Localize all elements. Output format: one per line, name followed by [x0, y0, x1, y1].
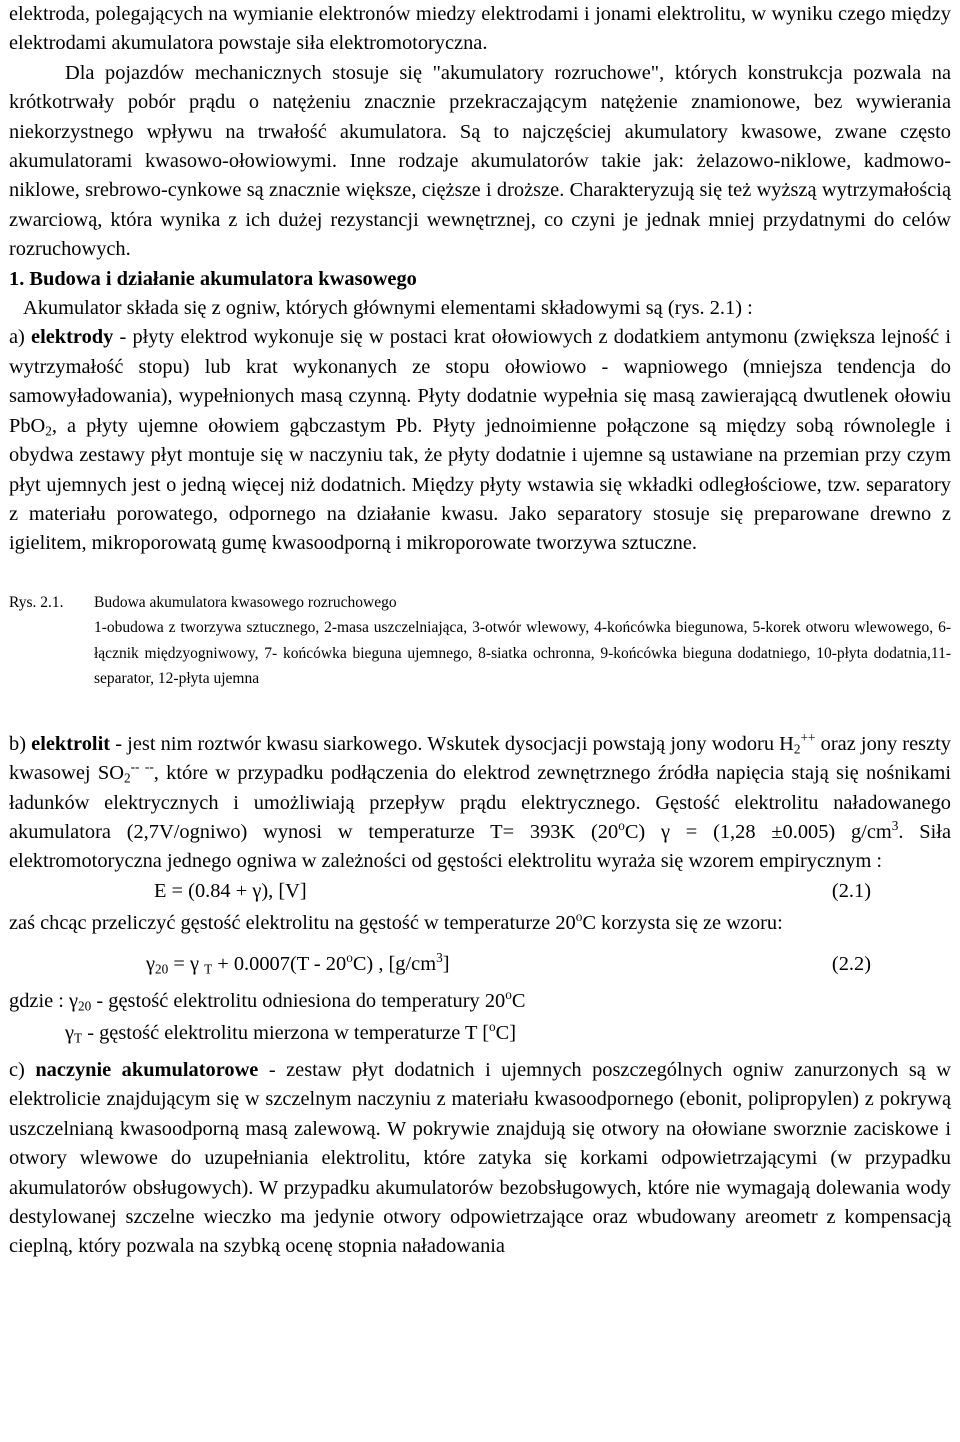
electrolyte-text-3: , które w przypadku podłączenia do elektrod zewnętrznego źródła napięcia stają się nośnikami ładunków elektrycznych i umożliwiają przepływ prądu elektrycznego. Gęstość elektrolitu naładowanego akumulatora (2,7V/ogniwo) wynosi w temperaturze T= 393K (20 — [9, 762, 951, 843]
figure-title: Budowa akumulatora kwasowego rozruchowego — [94, 593, 397, 611]
equation-2-2-number: (2.2) — [831, 952, 871, 975]
def1-part-a: gdzie : γ — [9, 989, 79, 1012]
container-text: - zestaw płyt dodatnich i ujemnych poszczególnych ogniw zanurzonych są w elektrolicie znajdującym się w szczelnym naczyniu z materiału kwasoodpornego (ebonit, polipropylen) z pokrywą uszczelnianą kwasoodporną masą zalewową. W pokrywie znajdują się otwory na ołowiane sworznie zaciskowe i otwory wlewowe do uzupełniania elektrolitu, które zatyka się korkami odpowietrzającymi (w przypadku akumulatorów obsługowych). W przypadku akumulatorów bezobsługowych, które nie wymagają dolewania wody destylowanej szczelne wieczko ma jedynie otwory odpowietrzające oraz wbudowany areometr z kompensacją cieplną, który pozwala na szybką ocenę stopnia naładowania — [9, 1058, 951, 1258]
section-heading: 1. Budowa i działanie akumulatora kwasowego — [9, 267, 417, 290]
degree-sign: o — [618, 817, 625, 833]
def2-part-a: γ — [65, 1021, 75, 1044]
cm3-superscript: 3 — [436, 949, 443, 965]
def1-subscript: 20 — [78, 997, 92, 1013]
pbo2-subscript: 2 — [45, 423, 52, 438]
electrolyte-text-5: . Siła elektromotoryczna jednego ogniwa w zależności od gęstości elektrolitu wyraża się wzorem empirycznym : — [9, 820, 951, 873]
so2-superscript: -- -- — [130, 759, 154, 775]
conversion-text-1: zaś chcąc przeliczyć gęstość elektrolitu na gęstość w temperaturze 20 — [9, 912, 576, 935]
paragraph-electrolyte — [9, 730, 951, 877]
item-label-a: a) — [9, 326, 32, 349]
item-label-b: b) — [9, 732, 32, 755]
paragraph-container — [9, 1056, 951, 1262]
electrolyte-text-4: C) γ = (1,28 ±0.005) g/cm — [624, 820, 892, 843]
electrolyte-text-1: - jest nim roztwór kwasu siarkowego. Wskutek dysocjacji powstają jony wodoru H — [110, 732, 794, 755]
degree-sign: o — [489, 1018, 496, 1034]
equation-2-1-formula: E = (0.84 + γ), [V] — [154, 879, 307, 902]
equation-2-2 — [9, 939, 951, 987]
equation-2-2-formula — [146, 949, 450, 976]
def1-part-c: C — [511, 989, 526, 1012]
definition-gamma-20 — [9, 987, 951, 1016]
equation-2-1-number: (2.1) — [831, 879, 871, 902]
def2-part-b: - gęstość elektrolitu mierzona w temperaturze T [ — [82, 1021, 490, 1044]
paragraph-electrodes — [9, 323, 951, 558]
gamma-t-subscript: T — [204, 960, 213, 976]
degree-sign: o — [505, 986, 512, 1002]
degree-sign: o — [346, 949, 353, 965]
eq2-part-d: C) , [g/cm — [352, 952, 437, 975]
electrodes-text-2: , a płyty ujemne ołowiem gąbczastym Pb. Płyty jednoimienne połączone są między sobą równolegle i obydwa zestawy płyt montuje się w naczyniu tak, że płyty dodatnie i ujemne są ustawiane na przemian przy czym płyt ujemnych jest o jedną więcej niż dodatnich. Między płyty wstawia się wkładki odległościowe, tzw. separatory z materiału porowatego, odpornego na działanie kwasu. Jako separatory stosuje się preparowane drewno z igielitem, mikroporowatą gumę kwasoodporną i mikroporowate tworzywa sztuczne. — [9, 414, 951, 555]
term-electrolyte: elektrolit — [31, 732, 111, 755]
eq2-part-b: = γ — [168, 952, 205, 975]
def2-subscript: T — [74, 1030, 83, 1046]
spacer — [9, 692, 951, 730]
so2-subscript: 2 — [123, 770, 131, 786]
figure-legend: 1-obudowa z tworzywa sztucznego, 2-masa uszczelniająca, 3-otwór wlewowy, 4-końcówka biegunowa, 5-korek otworu wlewowego, 6-łącznik międzyogniwowy, 7- końcówka bieguna ujemnego, 8-siatka ochronna, 9-końcówka bieguna dodatniego, 10-płyta dodatnia,11-separator, 12-płyta ujemna — [94, 619, 951, 688]
paragraph-starting-batteries: Dla pojazdów mechanicznych stosuje się "akumulatory rozruchowe", których konstrukcja pozwala na krótkotrwały pobór prądu o natężeniu znacznie przekraczającym natężenie znamionowe, bez wywierania niekorzystnego wpływu na trwałość akumulatora. Są to najczęściej akumulatory kwasowe, zwane często akumulatorami kwasowo-ołowiowymi. Inne rodzaje akumulatorów takie jak: żelazowo-niklowe, kadmowo-niklowe, srebrowo-cynkowe są znacznie większe, cięższe i droższe. Charakteryzują się też wyższą wytrzymałością zwarciową, która wynika z ich dużej rezystancji wewnętrznej, co czyni je jednak mniej przydatnymi do celów rozruchowych. — [9, 61, 951, 261]
definition-gamma-t — [9, 1016, 951, 1056]
eq2-part-e: ] — [442, 952, 450, 975]
paragraph-components-intro: Akumulator składa się z ogniw, których głównymi elementami składowymi są (rys. 2.1) : — [23, 297, 753, 320]
electrodes-text-1: - płyty elektrod wykonuje się w postaci krat ołowiowych z dodatkiem antymonu (zwiększa lejność i wytrzymałość stopu) lub krat wykonanych ze stopu ołowiowo - wapniowego (mniejsza tendencja do samowyładowania), wypełnionych masą czynną. Płyty dodatnie wypełnia się masą zawierającą dwutlenek ołowiu PbO — [9, 326, 951, 437]
cm3-superscript: 3 — [891, 817, 899, 833]
gamma-20-subscript: 20 — [155, 960, 169, 976]
equation-2-1 — [9, 877, 951, 906]
def1-part-b: - gęstość elektrolitu odniesiona do temperatury 20 — [91, 989, 506, 1012]
conversion-text-2: C korzysta się ze wzoru: — [582, 912, 783, 935]
eq2-part-c: + 0.0007(T - 20 — [212, 952, 347, 975]
item-label-c: c) — [9, 1058, 36, 1081]
paragraph-conversion — [9, 909, 951, 938]
term-container: naczynie akumulatorowe — [35, 1058, 259, 1081]
figure-number: Rys. 2.1. — [9, 593, 64, 611]
term-electrodes: elektrody — [31, 326, 114, 349]
figure-caption — [9, 590, 951, 692]
spacer — [9, 559, 951, 590]
h2-superscript: ++ — [800, 729, 816, 745]
h2-subscript: 2 — [793, 741, 801, 757]
electrolyte-text-2: oraz jony reszty kwasowej SO — [9, 732, 951, 785]
gamma-symbol: γ — [146, 952, 156, 975]
paragraph-intro-end: elektroda, polegających na wymianie elektronów miedzy elektrodami i jonami elektrolitu, w wyniku czego między elektrodami akumulatora powstaje siła elektromotoryczna. — [9, 3, 951, 55]
degree-sign: o — [575, 909, 583, 925]
def2-part-c: C] — [495, 1021, 517, 1044]
